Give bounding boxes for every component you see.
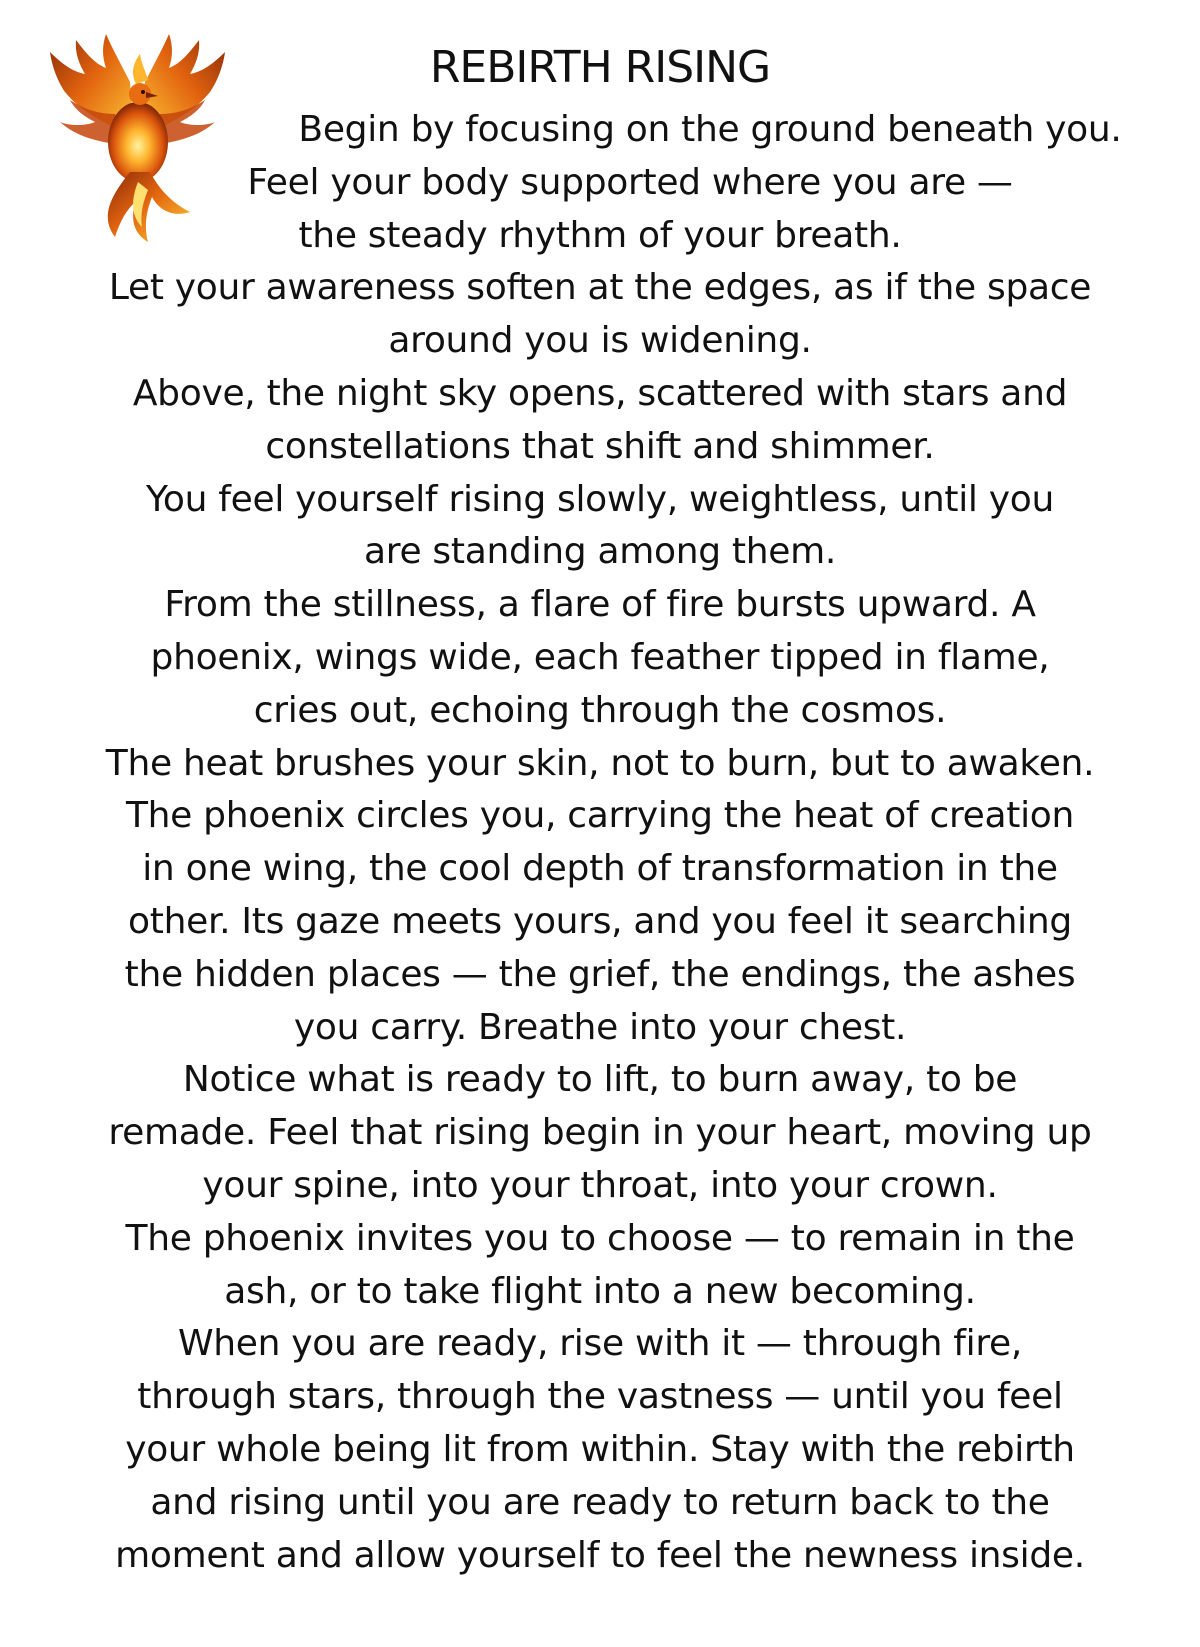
text-line: the steady rhythm of your breath.	[298, 214, 902, 256]
text-line: You feel yourself rising slowly, weightless, until you	[145, 478, 1055, 520]
text-line: Feel your body supported where you are —	[247, 161, 1013, 203]
text-line: your whole being lit from within. Stay with the rebirth	[125, 1428, 1075, 1470]
text-line: other. Its gaze meets yours, and you feel it searching	[128, 900, 1072, 942]
text-line: and rising until you are ready to return back to the	[150, 1481, 1050, 1523]
meditation-text	[30, 104, 1170, 1582]
text-line: Notice what is ready to lift, to burn away, to be	[182, 1059, 1018, 1101]
text-line: phoenix, wings wide, each feather tipped in flame,	[150, 636, 1050, 678]
text-line: through stars, through the vastness — until you feel	[137, 1376, 1063, 1418]
text-line: The heat brushes your skin, not to burn, but to awaken.	[105, 742, 1095, 784]
text-line: The phoenix invites you to choose — to remain in the	[125, 1217, 1075, 1259]
text-line: cries out, echoing through the cosmos.	[253, 689, 947, 731]
text-line: ash, or to take flight into a new becoming.	[224, 1270, 976, 1312]
text-line: Let your awareness soften at the edges, as if the space	[108, 267, 1092, 309]
text-line: Begin by focusing on the ground beneath you.	[298, 109, 1122, 150]
text-line: Above, the night sky opens, scattered with stars and	[132, 372, 1068, 414]
text-line: From the stillness, a flare of fire bursts upward. A	[164, 584, 1036, 626]
text-line: around you is widening.	[388, 320, 812, 362]
page-title: REBIRTH RISING	[429, 42, 771, 93]
text-line: remade. Feel that rising begin in your heart, moving up	[108, 1112, 1092, 1154]
text-line: constellations that shift and shimmer.	[265, 425, 935, 467]
text-line: are standing among them.	[363, 531, 837, 573]
text-line: moment and allow yourself to feel the newness inside.	[115, 1534, 1085, 1576]
text-line: in one wing, the cool depth of transformation in the	[142, 848, 1058, 890]
text-line: your spine, into your throat, into your crown.	[202, 1164, 998, 1206]
text-line: The phoenix circles you, carrying the heat of creation	[125, 795, 1075, 837]
text-line: you carry. Breathe into your chest.	[293, 1006, 907, 1048]
text-line: the hidden places — the grief, the endings, the ashes	[124, 953, 1076, 995]
text-line: When you are ready, rise with it — through fire,	[177, 1323, 1023, 1365]
